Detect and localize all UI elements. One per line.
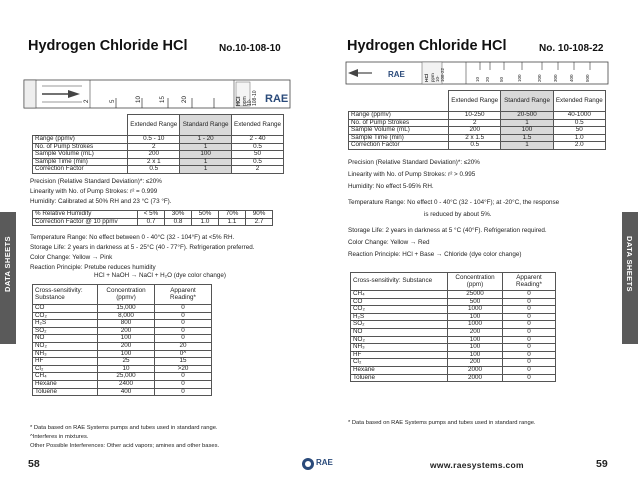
cross-cell: CO bbox=[33, 305, 98, 313]
right-linearity: Linearity with No. of Pump Strokes: r² > 0.995 bbox=[348, 171, 476, 178]
right-specs-cell: 1 bbox=[501, 142, 553, 150]
cross-cell: 0 bbox=[155, 305, 212, 313]
left-tube-tick-label: 15 bbox=[159, 96, 166, 103]
left-specs-header: Standard Range bbox=[180, 115, 232, 136]
left-specs-label: Sample Volume (mL) bbox=[33, 151, 128, 159]
table-row bbox=[351, 359, 556, 367]
table-row bbox=[351, 321, 556, 329]
rh-table-cell: 0.8 bbox=[165, 218, 192, 226]
left-specs-label: Range (ppmv) bbox=[33, 136, 128, 144]
right-humidity: Humidity: No effect 5-95% RH. bbox=[348, 183, 434, 190]
table-row bbox=[33, 343, 212, 351]
rh-table-cell: 1.1 bbox=[219, 218, 246, 226]
right-page-number: 59 bbox=[596, 458, 608, 470]
cross-cell: 0 bbox=[503, 291, 556, 299]
rh-table-cell: 30% bbox=[165, 211, 192, 219]
cross-cell: 0^ bbox=[155, 350, 212, 358]
right-specs-cell: 1 bbox=[501, 119, 553, 127]
left-tube-gas-label: 108-10 bbox=[252, 90, 258, 106]
cross-cell: 200 bbox=[98, 327, 155, 335]
rh-table-cell: 2.7 bbox=[246, 218, 273, 226]
right-sidebar-label: DATA SHEETS bbox=[625, 236, 634, 292]
right-specs-header: Extended Range bbox=[553, 91, 605, 112]
right-temperature-line1: Temperature Range: No effect 0 - 40°C (32 - 104°F); at -20°C, the response bbox=[348, 199, 560, 206]
cross-cell: Toluene bbox=[351, 374, 448, 382]
left-specs-cell: 50 bbox=[232, 151, 284, 159]
left-footnote-other: Other Possible Interferences: Other acid vapors; amines and other bases. bbox=[30, 443, 220, 449]
cross-cell: 200 bbox=[448, 359, 503, 367]
cross-cell: 0 bbox=[503, 336, 556, 344]
right-cross-sensitivity-table bbox=[350, 272, 556, 382]
right-title: Hydrogen Chloride HCl bbox=[347, 38, 507, 54]
left-specs-cell: 0.5 - 10 bbox=[128, 136, 180, 144]
left-specs-cell: 0.5 bbox=[128, 166, 180, 174]
left-specs-cell: 2 - 40 bbox=[232, 136, 284, 144]
table-row bbox=[351, 374, 556, 382]
left-sidebar-label: DATA SHEETS bbox=[3, 236, 12, 292]
left-tube-gas-label: 10- bbox=[247, 98, 253, 106]
cross-cell: Hexane bbox=[33, 381, 98, 389]
left-footnote-interferes: ^Interferes in mixtures. bbox=[30, 434, 89, 440]
right-color-change: Color Change: Yellow → Red bbox=[348, 239, 430, 246]
left-tube-tick-label: 5 bbox=[109, 99, 116, 103]
left-footnote-data: * Data based on RAE Systems pumps and tubes used in standard range. bbox=[30, 425, 218, 431]
left-reaction-line1: Reaction Principle: Pretube reduces humidity bbox=[30, 264, 156, 271]
right-tube-tick-label: 100 bbox=[517, 74, 522, 82]
right-reaction: Reaction Principle: HCl + Base → Chloride (dye color change) bbox=[348, 251, 522, 258]
right-specs-cell: 20-500 bbox=[501, 112, 553, 120]
cross-cell: 100 bbox=[448, 351, 503, 359]
rh-table-cell: % Relative Humidity bbox=[33, 211, 138, 219]
right-specs-cell: 2.0 bbox=[553, 142, 605, 150]
left-specs-cell: 0.5 bbox=[232, 143, 284, 151]
cross-header: Cross-sensitivity: Substance bbox=[33, 285, 98, 305]
left-specs-cell: 2 x 1 bbox=[128, 158, 180, 166]
right-specs-label: Sample Volume (mL) bbox=[349, 127, 449, 135]
cross-cell: 0 bbox=[503, 374, 556, 382]
cross-cell: CO bbox=[351, 298, 448, 306]
left-tube-brand: RAE bbox=[265, 93, 289, 105]
left-tube-gas-label: ppm bbox=[242, 96, 248, 106]
left-tube-tick-label: 20 bbox=[181, 96, 188, 103]
left-color-change: Color Change: Yellow → Pink bbox=[30, 254, 113, 261]
cross-cell: 20 bbox=[155, 343, 212, 351]
cross-cell: 25,000 bbox=[98, 373, 155, 381]
cross-cell: 0 bbox=[155, 335, 212, 343]
cross-cell: CO₂ bbox=[33, 312, 98, 320]
left-linearity: Linearity with No. of Pump Strokes: r² = 0.999 bbox=[30, 188, 158, 195]
cross-cell: >20 bbox=[155, 365, 212, 373]
right-storage: Storage Life: 2 years in darkness at 5 °C (40°F). Refrigeration required. bbox=[348, 227, 547, 234]
cross-cell: CO₂ bbox=[351, 306, 448, 314]
left-specs-label: Correction Factor bbox=[33, 166, 128, 174]
right-temperature-line2: is reduced by about 5%. bbox=[424, 211, 492, 218]
table-row bbox=[351, 351, 556, 359]
rae-logo bbox=[300, 455, 334, 475]
left-tube-gas-label: HCl bbox=[236, 96, 242, 106]
right-specs-label: Sample Time (min) bbox=[349, 134, 449, 142]
rh-table-cell: 1.0 bbox=[192, 218, 219, 226]
cross-cell: 100 bbox=[98, 350, 155, 358]
cross-cell: HF bbox=[33, 358, 98, 366]
right-specs-cell: 10-250 bbox=[449, 112, 501, 120]
right-tube-tick-label: 20 bbox=[485, 76, 490, 82]
cross-cell: 0 bbox=[503, 359, 556, 367]
cross-cell: 0 bbox=[155, 373, 212, 381]
right-specs-cell: 100 bbox=[501, 127, 553, 135]
cross-cell: 0 bbox=[503, 321, 556, 329]
rae-logo-text: RAE bbox=[316, 458, 333, 467]
rh-table-cell: 90% bbox=[246, 211, 273, 219]
right-tube-tick-label: 300 bbox=[553, 74, 558, 82]
right-tube-gas-label: HCl bbox=[425, 73, 430, 82]
cross-cell: 10 bbox=[98, 365, 155, 373]
rh-table-cell: Correction Factor @ 10 ppmv bbox=[33, 218, 138, 226]
left-specs-table bbox=[32, 114, 284, 174]
cross-cell: 100 bbox=[448, 313, 503, 321]
cross-cell: NO bbox=[351, 329, 448, 337]
right-specs-label: Range (ppmv) bbox=[349, 112, 449, 120]
right-specs-cell: 2 x 1.5 bbox=[449, 134, 501, 142]
left-sidebar-tab bbox=[0, 212, 16, 344]
left-catalog-number: No.10-108-10 bbox=[219, 43, 281, 54]
cross-header: Concentration (ppm) bbox=[448, 273, 503, 291]
rh-table-cell: < 5% bbox=[138, 211, 165, 219]
cross-cell: HF bbox=[351, 351, 448, 359]
left-humidity-table bbox=[32, 210, 273, 226]
left-precision: Precision (Relative Standard Deviation)*: ≤20% bbox=[30, 178, 162, 185]
left-specs-cell: 1 bbox=[180, 143, 232, 151]
right-specs-header: Standard Range bbox=[501, 91, 553, 112]
left-specs-label: No. of Pump Strokes bbox=[33, 143, 128, 151]
left-specs-header: Extended Range bbox=[128, 115, 180, 136]
rh-table-cell: 70% bbox=[219, 211, 246, 219]
cross-cell: 0 bbox=[503, 344, 556, 352]
cross-cell: 2400 bbox=[98, 381, 155, 389]
cross-cell: 0 bbox=[155, 381, 212, 389]
cross-cell: 0 bbox=[503, 329, 556, 337]
cross-cell: CH₄ bbox=[33, 373, 98, 381]
cross-cell: CH₄ bbox=[351, 291, 448, 299]
right-catalog-number: No. 10-108-22 bbox=[539, 43, 604, 54]
left-temperature: Temperature Range: No effect between 0 - 40°C (32 - 104°F) at <5% RH. bbox=[30, 234, 235, 241]
left-tube-tick-label: 2 bbox=[83, 99, 90, 103]
left-specs-cell: 1 bbox=[180, 158, 232, 166]
table-row bbox=[351, 336, 556, 344]
cross-cell: 100 bbox=[448, 336, 503, 344]
cross-cell: 0 bbox=[503, 298, 556, 306]
cross-cell: 200 bbox=[98, 343, 155, 351]
left-specs-header: Extended Range bbox=[232, 115, 284, 136]
cross-cell: 1000 bbox=[448, 306, 503, 314]
right-tube-tick-label: 10 bbox=[475, 76, 480, 82]
left-humidity: Humidity: Calibrated at 50% RH and 23 °C (73 °F). bbox=[30, 198, 172, 205]
left-specs-cell: 1 bbox=[180, 166, 232, 174]
left-specs-cell: 0.5 bbox=[232, 158, 284, 166]
cross-cell: NO bbox=[33, 335, 98, 343]
right-tube-tick-label: 50 bbox=[499, 76, 504, 82]
cross-header: Apparent Reading* bbox=[503, 273, 556, 291]
website-link[interactable]: www.raesystems.com bbox=[430, 460, 524, 470]
cross-cell: 25000 bbox=[448, 291, 503, 299]
right-sidebar-tab bbox=[622, 212, 638, 344]
cross-cell: 0 bbox=[503, 313, 556, 321]
cross-cell: SO₂ bbox=[33, 327, 98, 335]
cross-cell: 0 bbox=[155, 312, 212, 320]
cross-cell: 0 bbox=[503, 351, 556, 359]
left-specs-cell: 100 bbox=[180, 151, 232, 159]
cross-cell: NO₂ bbox=[33, 343, 98, 351]
cross-cell: 1000 bbox=[448, 321, 503, 329]
right-specs-cell: 1.5 bbox=[501, 134, 553, 142]
cross-cell: H₂S bbox=[33, 320, 98, 328]
right-tube-gas-label: 10- bbox=[435, 75, 440, 82]
right-footnote: * Data based on RAE Systems pumps and tubes used in standard range. bbox=[348, 420, 536, 426]
left-specs-cell: 1 - 20 bbox=[180, 136, 232, 144]
rh-table-cell: 0.7 bbox=[138, 218, 165, 226]
cross-header: Concentration (ppmv) bbox=[98, 285, 155, 305]
cross-cell: 15,000 bbox=[98, 305, 155, 313]
table-row bbox=[33, 388, 212, 396]
cross-cell: 0 bbox=[155, 320, 212, 328]
cross-header: Cross-sensitivity: Substance bbox=[351, 273, 448, 291]
cross-cell: Cl₂ bbox=[33, 365, 98, 373]
right-tube-brand: RAE bbox=[388, 70, 405, 79]
cross-cell: 400 bbox=[98, 388, 155, 396]
table-row bbox=[351, 298, 556, 306]
right-specs-cell: 50 bbox=[553, 127, 605, 135]
cross-cell: NH₃ bbox=[33, 350, 98, 358]
right-tube-tick-label: 400 bbox=[569, 74, 574, 82]
cross-cell: 8,000 bbox=[98, 312, 155, 320]
left-specs-cell: 2 bbox=[232, 166, 284, 174]
cross-cell: Toluene bbox=[33, 388, 98, 396]
cross-cell: Hexane bbox=[351, 367, 448, 375]
right-tube-svg bbox=[344, 58, 614, 88]
cross-cell: 500 bbox=[448, 298, 503, 306]
cross-cell: NO₂ bbox=[351, 336, 448, 344]
right-specs-label: No. of Pump Strokes bbox=[349, 119, 449, 127]
cross-cell: 800 bbox=[98, 320, 155, 328]
cross-cell: 200 bbox=[448, 329, 503, 337]
cross-cell: 15 bbox=[155, 358, 212, 366]
cross-cell: 0 bbox=[503, 367, 556, 375]
right-specs-table bbox=[348, 90, 606, 150]
table-row bbox=[351, 306, 556, 314]
left-tube-tick-label: 10 bbox=[135, 96, 142, 103]
cross-cell: 100 bbox=[448, 344, 503, 352]
cross-cell: 2000 bbox=[448, 374, 503, 382]
left-title: Hydrogen Chloride HCl bbox=[28, 38, 188, 54]
table-row bbox=[351, 367, 556, 375]
left-specs-cell: 200 bbox=[128, 151, 180, 159]
cross-cell: 0 bbox=[155, 327, 212, 335]
table-row bbox=[351, 291, 556, 299]
cross-header: Apparent Reading* bbox=[155, 285, 212, 305]
right-tube-gas-label: ppm bbox=[430, 73, 435, 82]
cross-cell: Cl₂ bbox=[351, 359, 448, 367]
right-specs-label: Correction Factor bbox=[349, 142, 449, 150]
right-tube-gas-label: 108-22 bbox=[440, 67, 445, 82]
left-storage: Storage Life: 2 years in darkness at 5 - 25°C (40 - 77°F). Refrigeration preferred. bbox=[30, 244, 255, 251]
cross-cell: 0 bbox=[155, 388, 212, 396]
right-specs-cell: 200 bbox=[449, 127, 501, 135]
table-row bbox=[351, 313, 556, 321]
table-row bbox=[33, 305, 212, 313]
left-specs-label: Sample Time (min) bbox=[33, 158, 128, 166]
cross-cell: NH₃ bbox=[351, 344, 448, 352]
table-row bbox=[351, 344, 556, 352]
table-row bbox=[351, 329, 556, 337]
right-tube-diagram bbox=[344, 58, 614, 88]
cross-cell: 2000 bbox=[448, 367, 503, 375]
right-specs-cell: 0.5 bbox=[449, 142, 501, 150]
left-specs-cell: 2 bbox=[128, 143, 180, 151]
right-specs-cell: 2 bbox=[449, 119, 501, 127]
right-tube-tick-label: 200 bbox=[537, 74, 542, 82]
rh-table-cell: 50% bbox=[192, 211, 219, 219]
cross-cell: 25 bbox=[98, 358, 155, 366]
right-specs-header: Extended Range bbox=[449, 91, 501, 112]
cross-cell: 100 bbox=[98, 335, 155, 343]
cross-cell: 0 bbox=[503, 306, 556, 314]
right-specs-cell: 1.0 bbox=[553, 134, 605, 142]
cross-cell: SO₂ bbox=[351, 321, 448, 329]
left-cross-sensitivity-table bbox=[32, 284, 212, 396]
right-tube-tick-label: 500 bbox=[585, 74, 590, 82]
cross-cell: H₂S bbox=[351, 313, 448, 321]
left-reaction-line2: HCl + NaOH → NaCl + H₂O (dye color change) bbox=[94, 272, 226, 279]
right-specs-cell: 0.5 bbox=[553, 119, 605, 127]
right-specs-cell: 40-1000 bbox=[553, 112, 605, 120]
left-page-number: 58 bbox=[28, 458, 40, 470]
right-precision: Precision (Relative Standard Deviation)*: ≤20% bbox=[348, 159, 480, 166]
